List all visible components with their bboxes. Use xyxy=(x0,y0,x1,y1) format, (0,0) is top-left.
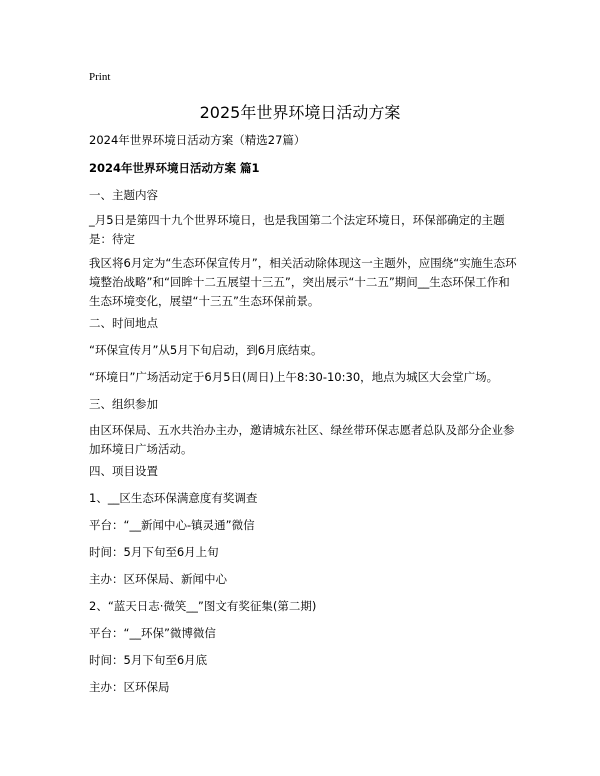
heading-time-place: 二、时间地点 xyxy=(89,316,158,330)
paragraph-month-schedule: “环保宣传月”从5月下旬启动，到6月底结束。 xyxy=(89,343,323,357)
paragraph-theme: _月5日是第四十九个世界环境日，也是我国第二个法定环境日，环保部确定的主题是：待定 xyxy=(89,213,505,246)
paragraph-day-schedule: “环境日”广场活动定于6月5日(周日)上午8:30-10:30，地点为城区大会堂广场。 xyxy=(89,370,499,384)
paragraph-month: 我区将6月定为“生态环保宣传月”，相关活动除体现这一主题外，应围绕“实施生态环境整治战略”和“回眸十二五展望十三五”，突出展示“十二五”期间__生态环保工作和生态环境变化，展望“十三五”生态环保前景。 xyxy=(89,256,517,308)
heading-organize: 三、组织参加 xyxy=(89,397,158,411)
document-subtitle: 2024年世界环境日活动方案（精选27篇） xyxy=(89,133,306,147)
paragraph-organize: 由区环保局、五水共治办主办，邀请城东社区、绿丝带环保志愿者总队及部分企业参加环境日广场活动。 xyxy=(89,423,515,456)
project-2-platform: 平台：“__环保”微博微信 xyxy=(89,626,216,640)
project-2-title: 2、“蓝天日志·微笑__”图文有奖征集(第二期) xyxy=(89,599,317,613)
document-title: 2025年世界环境日活动方案 xyxy=(199,103,401,122)
section-heading: 2024年世界环境日活动方案 篇1 xyxy=(89,161,260,175)
project-2-time: 时间：5月下旬至6月底 xyxy=(89,653,208,667)
heading-theme: 一、主题内容 xyxy=(89,188,158,202)
project-1-title: 1、__区生态环保满意度有奖调查 xyxy=(89,491,258,505)
print-label: Print xyxy=(89,71,111,83)
project-2-host: 主办：区环保局 xyxy=(89,680,170,694)
project-1-host: 主办：区环保局、新闻中心 xyxy=(89,572,227,586)
project-1-time: 时间：5月下旬至6月上旬 xyxy=(89,545,219,559)
heading-projects: 四、项目设置 xyxy=(89,464,158,478)
project-1-platform: 平台：“__新闻中心-镇灵通”微信 xyxy=(89,518,255,532)
